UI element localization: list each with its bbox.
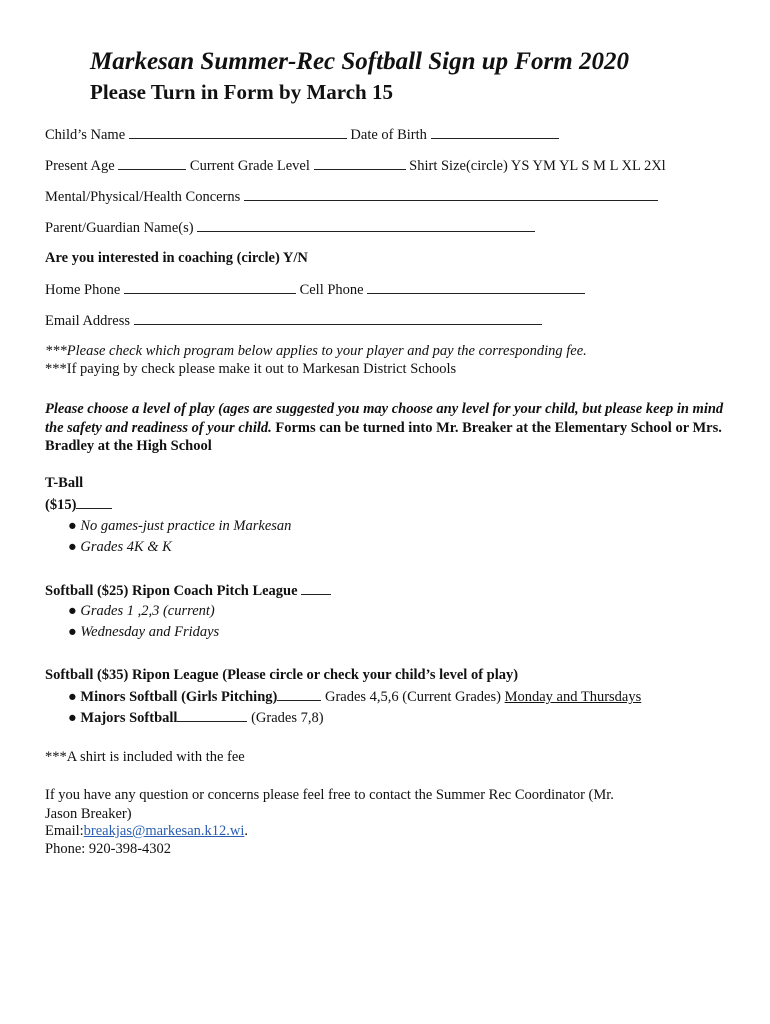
tball-check-field[interactable] xyxy=(76,495,112,509)
tball-heading: T-Ball xyxy=(45,475,84,491)
softball25-row xyxy=(45,581,331,600)
email-row xyxy=(45,311,542,330)
softball35-heading: Softball ($35) Ripon League (Please circle or check your child’s level of play) xyxy=(45,667,519,683)
minors-days: Monday and Thursdays xyxy=(504,689,642,705)
form-subtitle: Please Turn in Form by March 15 xyxy=(90,80,393,104)
guardian-field[interactable] xyxy=(197,218,535,232)
child-name-label: Child’s Name xyxy=(45,127,126,143)
dob-field[interactable] xyxy=(431,125,559,139)
majors-row: ● Majors Softball (Grades 7,8) xyxy=(68,710,324,726)
contact-email-label: Email: xyxy=(45,823,84,839)
health-field[interactable] xyxy=(244,187,658,201)
majors-grades: (Grades 7,8) xyxy=(251,710,324,726)
minors-grades: Grades 4,5,6 (Current Grades) xyxy=(324,689,501,705)
home-phone-label: Home Phone xyxy=(45,282,121,298)
age-label: Present Age xyxy=(45,158,115,174)
softball25-check-field[interactable] xyxy=(301,581,331,595)
cell-phone-label: Cell Phone xyxy=(299,282,364,298)
cell-phone-field[interactable] xyxy=(367,280,585,294)
contact-text: If you have any question or concerns please feel free to contact the Summer Rec Coordinator (Mr. Jason Breaker) xyxy=(45,787,614,822)
softball25-heading: Softball ($25) Ripon Coach Pitch League xyxy=(45,583,298,599)
guardian-row xyxy=(45,218,535,237)
phone-row xyxy=(45,280,585,299)
majors-label: Majors Softball xyxy=(80,710,178,726)
contact-email-link[interactable]: breakjas@markesan.k12.wi xyxy=(83,823,245,839)
email-field[interactable] xyxy=(134,311,542,325)
grade-field[interactable] xyxy=(314,156,406,170)
health-label: Mental/Physical/Health Concerns xyxy=(45,189,241,205)
tball-price: ($15) xyxy=(45,497,77,513)
dob-label: Date of Birth xyxy=(350,127,427,143)
majors-check-field[interactable] xyxy=(177,708,247,722)
tball-price-row xyxy=(45,495,112,514)
list-item: ● Grades 4K & K xyxy=(68,539,172,555)
contact-phone: Phone: 920-398-4302 xyxy=(45,841,172,857)
guardian-label: Parent/Guardian Name(s) xyxy=(45,220,194,236)
form-title: Markesan Summer-Rec Softball Sign up Form 2020 xyxy=(90,48,629,75)
list-item: ● No games-just practice in Markesan xyxy=(68,518,292,534)
shirt-note: ***A shirt is included with the fee xyxy=(45,749,245,765)
home-phone-field[interactable] xyxy=(124,280,296,294)
note-check-program: ***Please check which program below applies to your player and pay the corresponding fee. xyxy=(45,343,587,359)
age-field[interactable] xyxy=(118,156,186,170)
list-item: ● Grades 1 ,2,3 (current) xyxy=(68,603,215,619)
child-name-row xyxy=(45,125,559,144)
child-name-field[interactable] xyxy=(129,125,347,139)
contact-email-row: Email:breakjas@markesan.k12.wi. xyxy=(45,823,249,839)
age-row xyxy=(45,156,666,175)
note-check-payable: ***If paying by check please make it out to Markesan District Schools xyxy=(45,361,457,377)
list-item: ● Wednesday and Fridays xyxy=(68,624,220,640)
minors-row: ● Minors Softball (Girls Pitching) Grades 4,5,6 (Current Grades) Monday and Thursdays xyxy=(68,689,642,705)
email-label: Email Address xyxy=(45,313,130,329)
minors-check-field[interactable] xyxy=(277,687,321,701)
level-of-play-intro: Please choose a level of play (ages are suggested you may choose any level for your child, but please keep in mind the safety and readiness of your child. Forms can be turned into Mr. Breaker at the Elementary School or Mrs. Bradley at the High School xyxy=(45,401,724,454)
coaching-question: Are you interested in coaching (circle) Y/N xyxy=(45,250,308,266)
health-row xyxy=(45,187,658,206)
shirt-size-label: Shirt Size(circle) YS YM YL S M L XL 2Xl xyxy=(409,158,666,174)
grade-label: Current Grade Level xyxy=(189,158,310,174)
minors-label: Minors Softball (Girls Pitching) xyxy=(80,689,278,705)
